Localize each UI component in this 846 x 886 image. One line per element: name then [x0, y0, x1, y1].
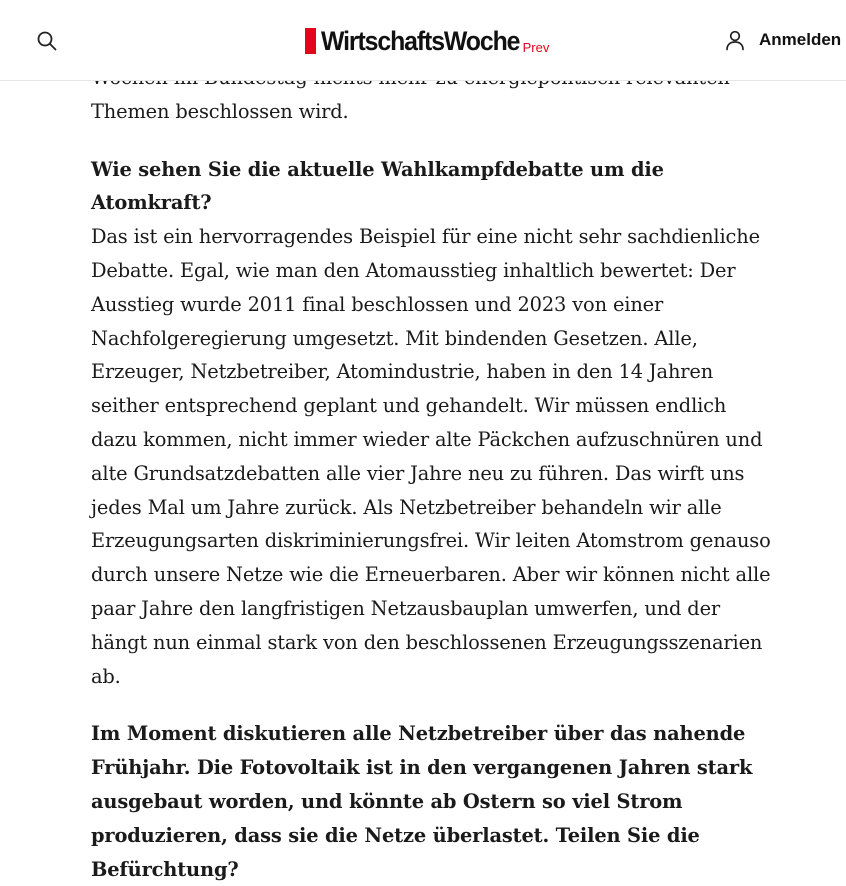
interview-answer: Das ist ein hervorragendes Beispiel für eine nicht sehr sachdienliche Debatte. Egal, wie man den Atomausstieg inhaltlich bewertet: Der Ausstieg wurde 2011 final beschlossen und 2023 von einer Nachfolgeregierung umgesetzt. Mit bindenden Gesetzen. Alle, Erzeuger, Netzbetreiber, Atomindustrie, haben in den 14 Jahren seither entsprechend geplant und gehandelt. Wir müssen endlich dazu kommen, nicht immer wieder alte Päckchen aufzuschnüren und alte Grundsatzdebatten alle vier Jahre neu zu führen. Das wirft uns jedes Mal um Jahre zurück. Als Netzbetreiber behandeln wir alle Erzeugungsarten diskriminierungsfrei. Wir leiten Atomstrom genauso durch unsere Netze wie die Erneuerbaren. Aber wir können nicht alle paar Jahre den langfristigen Netzausbauplan umwerfen, und der hängt nun einmal stark von den beschlossenen Erzeugungsszenarien ab. — [91, 225, 771, 688]
login-label: Anmelden — [759, 30, 842, 49]
brand-logo[interactable] — [305, 26, 549, 56]
interview-question: Im Moment diskutieren alle Netzbetreiber über das nahende Frühjahr. Die Fotovoltaik ist in den vergangenen Jahren stark ausgebaut worden, und könnte ab Ostern so viel Strom produzieren, dass sie die Netze überlastet. Teilen Sie die Befürchtung? — [91, 722, 753, 881]
brand-name: WirtschaftsWoche — [321, 26, 520, 56]
paragraph-end: Themen beschlossen wird. — [91, 99, 349, 123]
brand-logo-mark — [305, 28, 316, 54]
user-icon — [724, 29, 746, 51]
interview-question: Wie sehen Sie die aktuelle Wahlkampfdebatte um die Atomkraft? — [91, 157, 664, 215]
article-body — [91, 61, 771, 886]
search-button[interactable] — [36, 30, 58, 52]
site-header — [0, 0, 846, 81]
interview-answer-block — [91, 153, 771, 694]
search-icon — [36, 30, 58, 52]
edition-badge: Prev — [522, 40, 550, 55]
login-button[interactable] — [724, 29, 841, 51]
